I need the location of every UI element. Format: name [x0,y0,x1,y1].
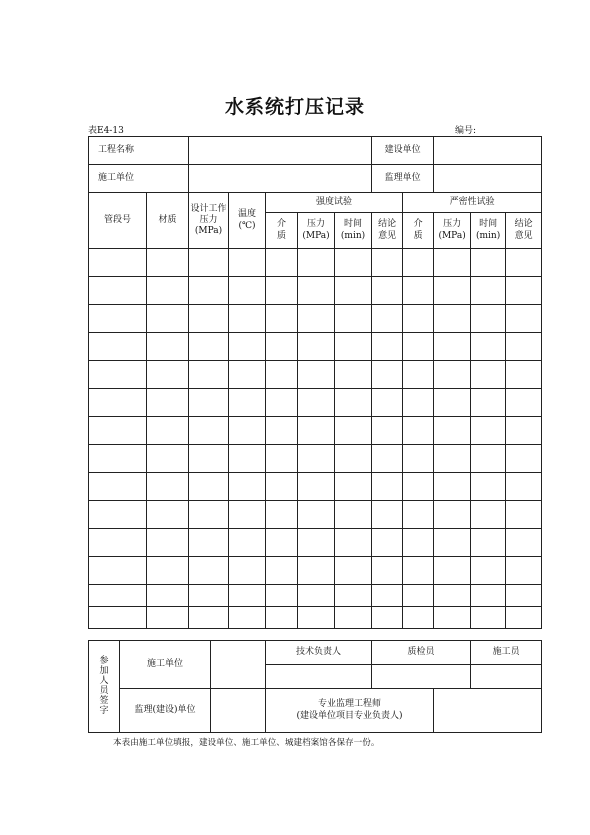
supervising-engineer-label [266,689,434,733]
table-cell[interactable] [229,305,266,333]
signature-supervisor-field[interactable] [211,689,266,733]
table-cell[interactable] [434,445,471,473]
table-cell[interactable] [403,305,434,333]
table-cell[interactable] [266,249,298,277]
supervising-engineer-signature[interactable] [434,689,542,733]
table-cell[interactable] [335,557,372,585]
header-tightness-time [471,213,506,249]
table-cell[interactable] [298,389,335,417]
table-cell[interactable] [266,529,298,557]
header-strength-conclusion [372,213,403,249]
table-cell[interactable] [434,277,471,305]
table-cell[interactable] [298,585,335,607]
table-cell[interactable] [266,501,298,529]
table-cell[interactable] [434,557,471,585]
header-design-pressure-line1: 设计工作 [190,203,227,214]
table-cell[interactable] [266,607,298,629]
table-row [89,501,542,529]
table-cell[interactable] [471,501,506,529]
table-cell[interactable] [471,249,506,277]
table-cell[interactable] [335,249,372,277]
table-cell[interactable] [266,361,298,389]
tech-lead-label: 技术负责人 [266,641,372,665]
table-cell[interactable] [298,607,335,629]
table-row [89,305,542,333]
table-cell[interactable] [298,501,335,529]
table-cell[interactable] [189,607,229,629]
table-cell[interactable] [372,473,403,501]
table-cell[interactable] [506,277,542,305]
table-cell[interactable] [434,529,471,557]
table-cell[interactable] [506,473,542,501]
footnote: 本表由施工单位填报，建设单位、施工单位、城建档案馆各保存一份。 [113,738,380,748]
pressure-label: 压力 [443,219,462,230]
table-cell[interactable] [147,305,189,333]
table-cell[interactable] [372,585,403,607]
header-temperature-unit: (℃) [238,220,256,231]
table-cell[interactable] [189,501,229,529]
pressure-test-form [88,136,542,629]
table-cell[interactable] [434,585,471,607]
table-cell[interactable] [147,277,189,305]
project-name-field[interactable] [189,137,372,165]
table-row [89,417,542,445]
table-cell[interactable] [189,361,229,389]
table-cell[interactable] [434,249,471,277]
table-cell[interactable] [506,557,542,585]
project-name-label: 工程名称 [89,137,189,165]
table-cell[interactable] [372,249,403,277]
signature-supervisor-label: 监理(建设)单位 [120,689,211,733]
table-cell[interactable] [372,277,403,305]
table-cell[interactable] [506,607,542,629]
table-cell[interactable] [335,361,372,389]
table-cell[interactable] [471,607,506,629]
table-row [89,585,542,607]
table-cell[interactable] [229,361,266,389]
header-design-pressure-unit: (MPa) [194,226,223,237]
medium-line1: 介 [413,219,423,230]
table-cell[interactable] [189,557,229,585]
table-cell[interactable] [335,277,372,305]
conclusion-line1: 结论 [378,219,397,230]
table-cell[interactable] [89,585,147,607]
table-cell[interactable] [298,305,335,333]
table-cell[interactable] [147,445,189,473]
table-cell[interactable] [189,333,229,361]
table-row [89,445,542,473]
table-cell[interactable] [372,361,403,389]
header-tightness-test: 严密性试验 [403,193,542,213]
table-cell[interactable] [335,445,372,473]
table-cell[interactable] [147,417,189,445]
table-cell[interactable] [471,305,506,333]
header-temperature-label: 温度 [238,209,257,220]
table-cell[interactable] [189,277,229,305]
header-design-pressure-line2: 压力 [199,214,218,225]
table-cell[interactable] [471,585,506,607]
table-cell[interactable] [298,417,335,445]
table-cell[interactable] [89,305,147,333]
table-cell[interactable] [335,333,372,361]
table-cell[interactable] [266,277,298,305]
table-cell[interactable] [298,361,335,389]
table-cell[interactable] [403,557,434,585]
table-cell[interactable] [266,389,298,417]
table-row [89,361,542,389]
table-cell[interactable] [506,333,542,361]
constructor-label: 施工员 [471,641,542,665]
header-temperature [229,193,266,249]
header-tightness-conclusion [506,213,542,249]
table-cell[interactable] [506,389,542,417]
pressure-label: 压力 [307,219,326,230]
supervision-unit-field[interactable] [434,165,542,193]
table-cell[interactable] [335,585,372,607]
table-cell[interactable] [147,529,189,557]
header-material: 材质 [147,193,189,249]
table-cell[interactable] [229,389,266,417]
conclusion-line2: 意见 [514,230,533,241]
table-cell[interactable] [372,607,403,629]
table-cell[interactable] [89,607,147,629]
table-cell[interactable] [266,305,298,333]
table-cell[interactable] [403,417,434,445]
table-cell[interactable] [372,501,403,529]
table-cell[interactable] [147,607,189,629]
header-strength-time [335,213,372,249]
table-cell[interactable] [403,529,434,557]
table-cell[interactable] [229,417,266,445]
table-cell[interactable] [229,557,266,585]
table-cell[interactable] [471,473,506,501]
table-cell[interactable] [335,607,372,629]
table-cell[interactable] [434,333,471,361]
table-cell[interactable] [229,585,266,607]
table-cell[interactable] [335,529,372,557]
table-cell[interactable] [434,361,471,389]
time-label: 时间 [344,219,363,230]
table-cell[interactable] [189,473,229,501]
table-cell[interactable] [189,389,229,417]
supervision-unit-label: 监理单位 [372,165,434,193]
time-label: 时间 [479,219,498,230]
table-cell[interactable] [189,445,229,473]
table-row [89,333,542,361]
table-cell[interactable] [372,305,403,333]
tech-lead-signature[interactable] [266,665,372,689]
table-cell[interactable] [506,417,542,445]
table-cell[interactable] [189,585,229,607]
table-row [89,529,542,557]
table-cell[interactable] [403,389,434,417]
conclusion-line2: 意见 [378,230,397,241]
table-cell[interactable] [229,501,266,529]
construction-unit-field[interactable] [434,137,542,165]
header-tightness-pressure [434,213,471,249]
table-cell[interactable] [372,417,403,445]
form-code: 表E4-13 [88,126,124,136]
table-cell[interactable] [403,501,434,529]
table-cell[interactable] [372,445,403,473]
table-cell[interactable] [471,529,506,557]
table-cell[interactable] [372,333,403,361]
table-cell[interactable] [471,417,506,445]
supervising-engineer-line2: (建设单位项目专业负责人) [296,710,403,721]
table-cell[interactable] [434,389,471,417]
table-cell[interactable] [506,501,542,529]
contractor-label: 施工单位 [89,165,189,193]
table-cell[interactable] [298,529,335,557]
table-cell[interactable] [229,249,266,277]
pressure-unit: (MPa) [438,230,466,241]
table-cell[interactable] [89,361,147,389]
table-row [89,473,542,501]
table-cell[interactable] [147,557,189,585]
table-cell[interactable] [506,529,542,557]
table-cell[interactable] [335,501,372,529]
signature-table [88,640,542,733]
table-cell[interactable] [434,473,471,501]
table-cell[interactable] [471,361,506,389]
table-cell[interactable] [147,585,189,607]
table-cell[interactable] [471,277,506,305]
table-cell[interactable] [147,473,189,501]
table-cell[interactable] [89,417,147,445]
table-cell[interactable] [506,305,542,333]
table-cell[interactable] [471,445,506,473]
table-cell[interactable] [335,305,372,333]
constructor-signature[interactable] [471,665,542,689]
table-cell[interactable] [189,305,229,333]
table-cell[interactable] [229,607,266,629]
table-cell[interactable] [506,585,542,607]
table-cell[interactable] [147,501,189,529]
time-unit: (min) [475,230,501,241]
table-cell[interactable] [506,445,542,473]
table-cell[interactable] [471,557,506,585]
table-row [89,277,542,305]
page-title: 水系统打压记录 [224,96,365,118]
table-cell[interactable] [372,557,403,585]
header-strength-medium [266,213,298,249]
construction-unit-label: 建设单位 [372,137,434,165]
table-cell[interactable] [189,249,229,277]
table-cell[interactable] [266,585,298,607]
table-cell[interactable] [298,473,335,501]
table-cell[interactable] [229,277,266,305]
table-cell[interactable] [471,389,506,417]
table-cell[interactable] [89,249,147,277]
table-cell[interactable] [89,333,147,361]
table-cell[interactable] [298,333,335,361]
table-cell[interactable] [266,473,298,501]
table-cell[interactable] [89,557,147,585]
conclusion-line1: 结论 [514,219,533,230]
signature-section-label: 参加人员签字 [99,655,109,716]
pressure-unit: (MPa) [302,230,330,241]
table-row [89,389,542,417]
table-cell[interactable] [147,333,189,361]
table-cell[interactable] [229,445,266,473]
contractor-field[interactable] [189,165,372,193]
header-tightness-medium [403,213,434,249]
table-row [89,557,542,585]
table-cell[interactable] [403,361,434,389]
header-strength-pressure [298,213,335,249]
table-cell[interactable] [506,249,542,277]
table-cell[interactable] [189,529,229,557]
table-cell[interactable] [372,389,403,417]
table-cell[interactable] [189,417,229,445]
table-cell[interactable] [89,277,147,305]
table-cell[interactable] [335,417,372,445]
table-cell[interactable] [89,529,147,557]
table-cell[interactable] [403,445,434,473]
table-cell[interactable] [266,445,298,473]
table-row [89,249,542,277]
table-cell[interactable] [89,473,147,501]
medium-line2: 质 [277,230,287,241]
table-cell[interactable] [298,445,335,473]
quality-inspector-signature[interactable] [372,665,471,689]
table-cell[interactable] [434,305,471,333]
table-cell[interactable] [229,333,266,361]
table-cell[interactable] [266,417,298,445]
medium-line2: 质 [413,230,423,241]
table-cell[interactable] [298,277,335,305]
signature-contractor-label: 施工单位 [120,641,211,689]
data-rows [89,249,542,629]
table-cell[interactable] [403,277,434,305]
table-cell[interactable] [89,445,147,473]
table-cell[interactable] [89,501,147,529]
time-unit: (min) [340,230,366,241]
table-cell[interactable] [403,249,434,277]
table-row [89,607,542,629]
medium-line1: 介 [277,219,287,230]
header-strength-test: 强度试验 [266,193,403,213]
table-cell[interactable] [229,529,266,557]
table-cell[interactable] [229,473,266,501]
table-cell[interactable] [266,557,298,585]
table-cell[interactable] [434,501,471,529]
table-cell[interactable] [506,361,542,389]
header-design-pressure [189,193,229,249]
table-cell[interactable] [147,389,189,417]
signature-section-label-cell [89,641,120,733]
table-cell[interactable] [471,333,506,361]
table-cell[interactable] [266,333,298,361]
serial-number-label: 编号: [455,126,477,136]
table-cell[interactable] [403,585,434,607]
supervising-engineer-line1: 专业监理工程师 [318,699,382,710]
table-cell[interactable] [298,557,335,585]
table-cell[interactable] [298,249,335,277]
header-pipe-no: 管段号 [89,193,147,249]
signature-contractor-field[interactable] [211,641,266,689]
table-cell[interactable] [89,389,147,417]
table-cell[interactable] [147,249,189,277]
table-cell[interactable] [403,473,434,501]
table-cell[interactable] [335,389,372,417]
table-cell[interactable] [434,607,471,629]
table-cell[interactable] [403,607,434,629]
table-cell[interactable] [434,417,471,445]
quality-inspector-label: 质检员 [372,641,471,665]
table-cell[interactable] [372,529,403,557]
table-cell[interactable] [335,473,372,501]
table-cell[interactable] [403,333,434,361]
table-cell[interactable] [147,361,189,389]
